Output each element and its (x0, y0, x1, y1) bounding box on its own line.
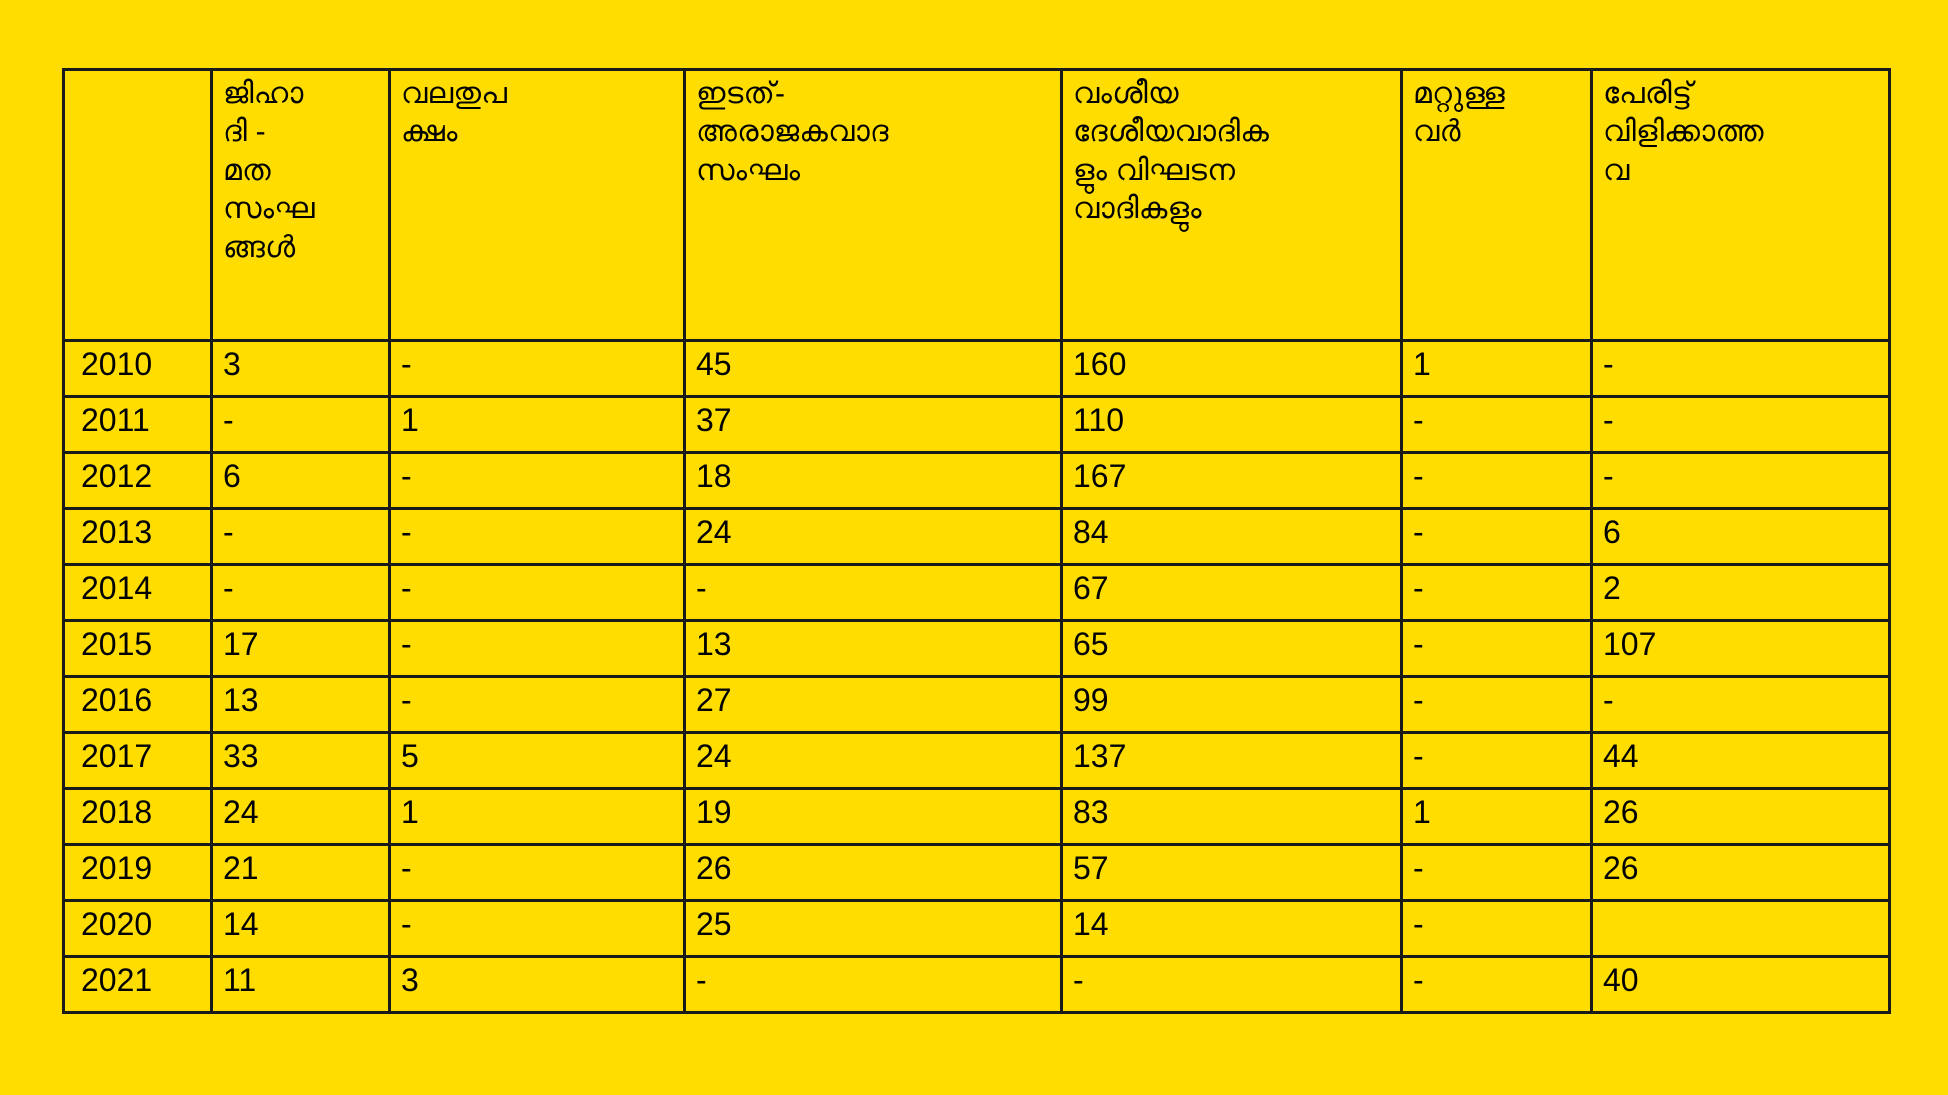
header-line: വംശീയ (1073, 77, 1179, 110)
cell-jihadi: 24 (212, 789, 390, 845)
cell-jihadi: - (212, 397, 390, 453)
cell-unnamed: 26 (1592, 845, 1890, 901)
cell-others: - (1402, 509, 1592, 565)
cell-jihadi: 13 (212, 677, 390, 733)
cell-left-anarchist: - (685, 565, 1062, 621)
cell-others: - (1402, 845, 1592, 901)
cell-ethnic-separatist: 167 (1062, 453, 1402, 509)
cell-left-anarchist: 25 (685, 901, 1062, 957)
header-line: വര്‍ (1413, 115, 1461, 149)
cell-others: - (1402, 453, 1592, 509)
table-row (64, 509, 1890, 565)
cell-ethnic-separatist: 110 (1062, 397, 1402, 453)
header-line: ഇടത്- (696, 77, 786, 110)
cell-others: - (1402, 565, 1592, 621)
cell-ethnic-separatist: 160 (1062, 341, 1402, 397)
cell-unnamed: - (1592, 677, 1890, 733)
column-header-jihadi (212, 70, 390, 341)
cell-year: 2018 (64, 789, 212, 845)
header-line: ജിഹാ (223, 77, 304, 110)
table-row (64, 341, 1890, 397)
column-header-year (64, 70, 212, 341)
header-line: മറ്റുള്ള (1413, 77, 1505, 110)
cell-year: 2017 (64, 733, 212, 789)
cell-unnamed: - (1592, 453, 1890, 509)
cell-right-wing: - (390, 453, 685, 509)
cell-jihadi: 33 (212, 733, 390, 789)
cell-unnamed: - (1592, 397, 1890, 453)
cell-ethnic-separatist: 65 (1062, 621, 1402, 677)
cell-right-wing: - (390, 901, 685, 957)
table-row (64, 901, 1890, 957)
header-line: ദേശീയവാദിക (1073, 115, 1270, 149)
column-header-ethnic-separatist (1062, 70, 1402, 341)
header-line: സംഘ (223, 192, 315, 226)
cell-left-anarchist: 26 (685, 845, 1062, 901)
table-row (64, 621, 1890, 677)
header-line: മത (223, 153, 271, 187)
cell-year: 2016 (64, 677, 212, 733)
cell-others: 1 (1402, 789, 1592, 845)
cell-right-wing: - (390, 845, 685, 901)
table-container (62, 68, 1888, 1014)
column-header-right-wing (390, 70, 685, 341)
table-row (64, 453, 1890, 509)
table-row (64, 733, 1890, 789)
cell-right-wing: - (390, 509, 685, 565)
cell-unnamed: - (1592, 341, 1890, 397)
cell-year: 2013 (64, 509, 212, 565)
cell-right-wing: - (390, 341, 685, 397)
table-header (64, 70, 1890, 341)
column-header-left-anarchist (685, 70, 1062, 341)
cell-others: - (1402, 957, 1592, 1013)
header-line: ങ്ങള്‍ (223, 230, 296, 264)
cell-year: 2019 (64, 845, 212, 901)
cell-unnamed (1592, 901, 1890, 957)
statistics-table (62, 68, 1891, 1014)
cell-ethnic-separatist: 14 (1062, 901, 1402, 957)
cell-left-anarchist: 27 (685, 677, 1062, 733)
cell-jihadi: 6 (212, 453, 390, 509)
cell-left-anarchist: 45 (685, 341, 1062, 397)
cell-others: - (1402, 733, 1592, 789)
cell-year: 2021 (64, 957, 212, 1013)
column-header-unnamed (1592, 70, 1890, 341)
cell-year: 2010 (64, 341, 212, 397)
cell-right-wing: 1 (390, 397, 685, 453)
cell-left-anarchist: 13 (685, 621, 1062, 677)
cell-right-wing: - (390, 677, 685, 733)
cell-left-anarchist: - (685, 957, 1062, 1013)
cell-year: 2020 (64, 901, 212, 957)
cell-jihadi: 17 (212, 621, 390, 677)
cell-ethnic-separatist: 137 (1062, 733, 1402, 789)
table-row (64, 565, 1890, 621)
cell-jihadi: - (212, 565, 390, 621)
cell-unnamed: 44 (1592, 733, 1890, 789)
cell-right-wing: 3 (390, 957, 685, 1013)
cell-others: - (1402, 397, 1592, 453)
header-line: വിളിക്കാത്ത (1603, 115, 1764, 149)
cell-ethnic-separatist: 57 (1062, 845, 1402, 901)
header-line: പേരിട്ട് (1603, 77, 1693, 110)
cell-unnamed: 26 (1592, 789, 1890, 845)
cell-others: - (1402, 677, 1592, 733)
header-line: വാദികളും (1073, 192, 1202, 226)
cell-others: - (1402, 901, 1592, 957)
cell-year: 2014 (64, 565, 212, 621)
table-row (64, 845, 1890, 901)
cell-left-anarchist: 19 (685, 789, 1062, 845)
cell-right-wing: - (390, 621, 685, 677)
cell-year: 2012 (64, 453, 212, 509)
header-line: സംഘം (696, 153, 801, 187)
cell-jihadi: - (212, 509, 390, 565)
cell-ethnic-separatist: 99 (1062, 677, 1402, 733)
cell-year: 2015 (64, 621, 212, 677)
cell-unnamed: 107 (1592, 621, 1890, 677)
cell-left-anarchist: 24 (685, 733, 1062, 789)
table-row (64, 957, 1890, 1013)
cell-jihadi: 21 (212, 845, 390, 901)
cell-unnamed: 2 (1592, 565, 1890, 621)
cell-jihadi: 3 (212, 341, 390, 397)
header-line: ദി - (223, 115, 266, 149)
header-line: അരാജകവാദ (696, 115, 889, 149)
cell-right-wing: - (390, 565, 685, 621)
cell-left-anarchist: 24 (685, 509, 1062, 565)
cell-others: 1 (1402, 341, 1592, 397)
cell-unnamed: 40 (1592, 957, 1890, 1013)
cell-unnamed: 6 (1592, 509, 1890, 565)
cell-year: 2011 (64, 397, 212, 453)
cell-ethnic-separatist: 83 (1062, 789, 1402, 845)
cell-left-anarchist: 18 (685, 453, 1062, 509)
header-line: ക്ഷം (401, 115, 458, 149)
header-line: വലതുപ (401, 77, 508, 110)
table-row (64, 789, 1890, 845)
table-row (64, 677, 1890, 733)
cell-right-wing: 5 (390, 733, 685, 789)
cell-right-wing: 1 (390, 789, 685, 845)
header-line: വ (1603, 153, 1630, 187)
cell-left-anarchist: 37 (685, 397, 1062, 453)
cell-jihadi: 14 (212, 901, 390, 957)
cell-others: - (1402, 621, 1592, 677)
header-line: ളും വിഘടന (1073, 153, 1236, 187)
table-row (64, 397, 1890, 453)
cell-ethnic-separatist: - (1062, 957, 1402, 1013)
table-body (64, 341, 1890, 1013)
cell-jihadi: 11 (212, 957, 390, 1013)
table-header-row (64, 70, 1890, 341)
cell-ethnic-separatist: 84 (1062, 509, 1402, 565)
cell-ethnic-separatist: 67 (1062, 565, 1402, 621)
column-header-others (1402, 70, 1592, 341)
